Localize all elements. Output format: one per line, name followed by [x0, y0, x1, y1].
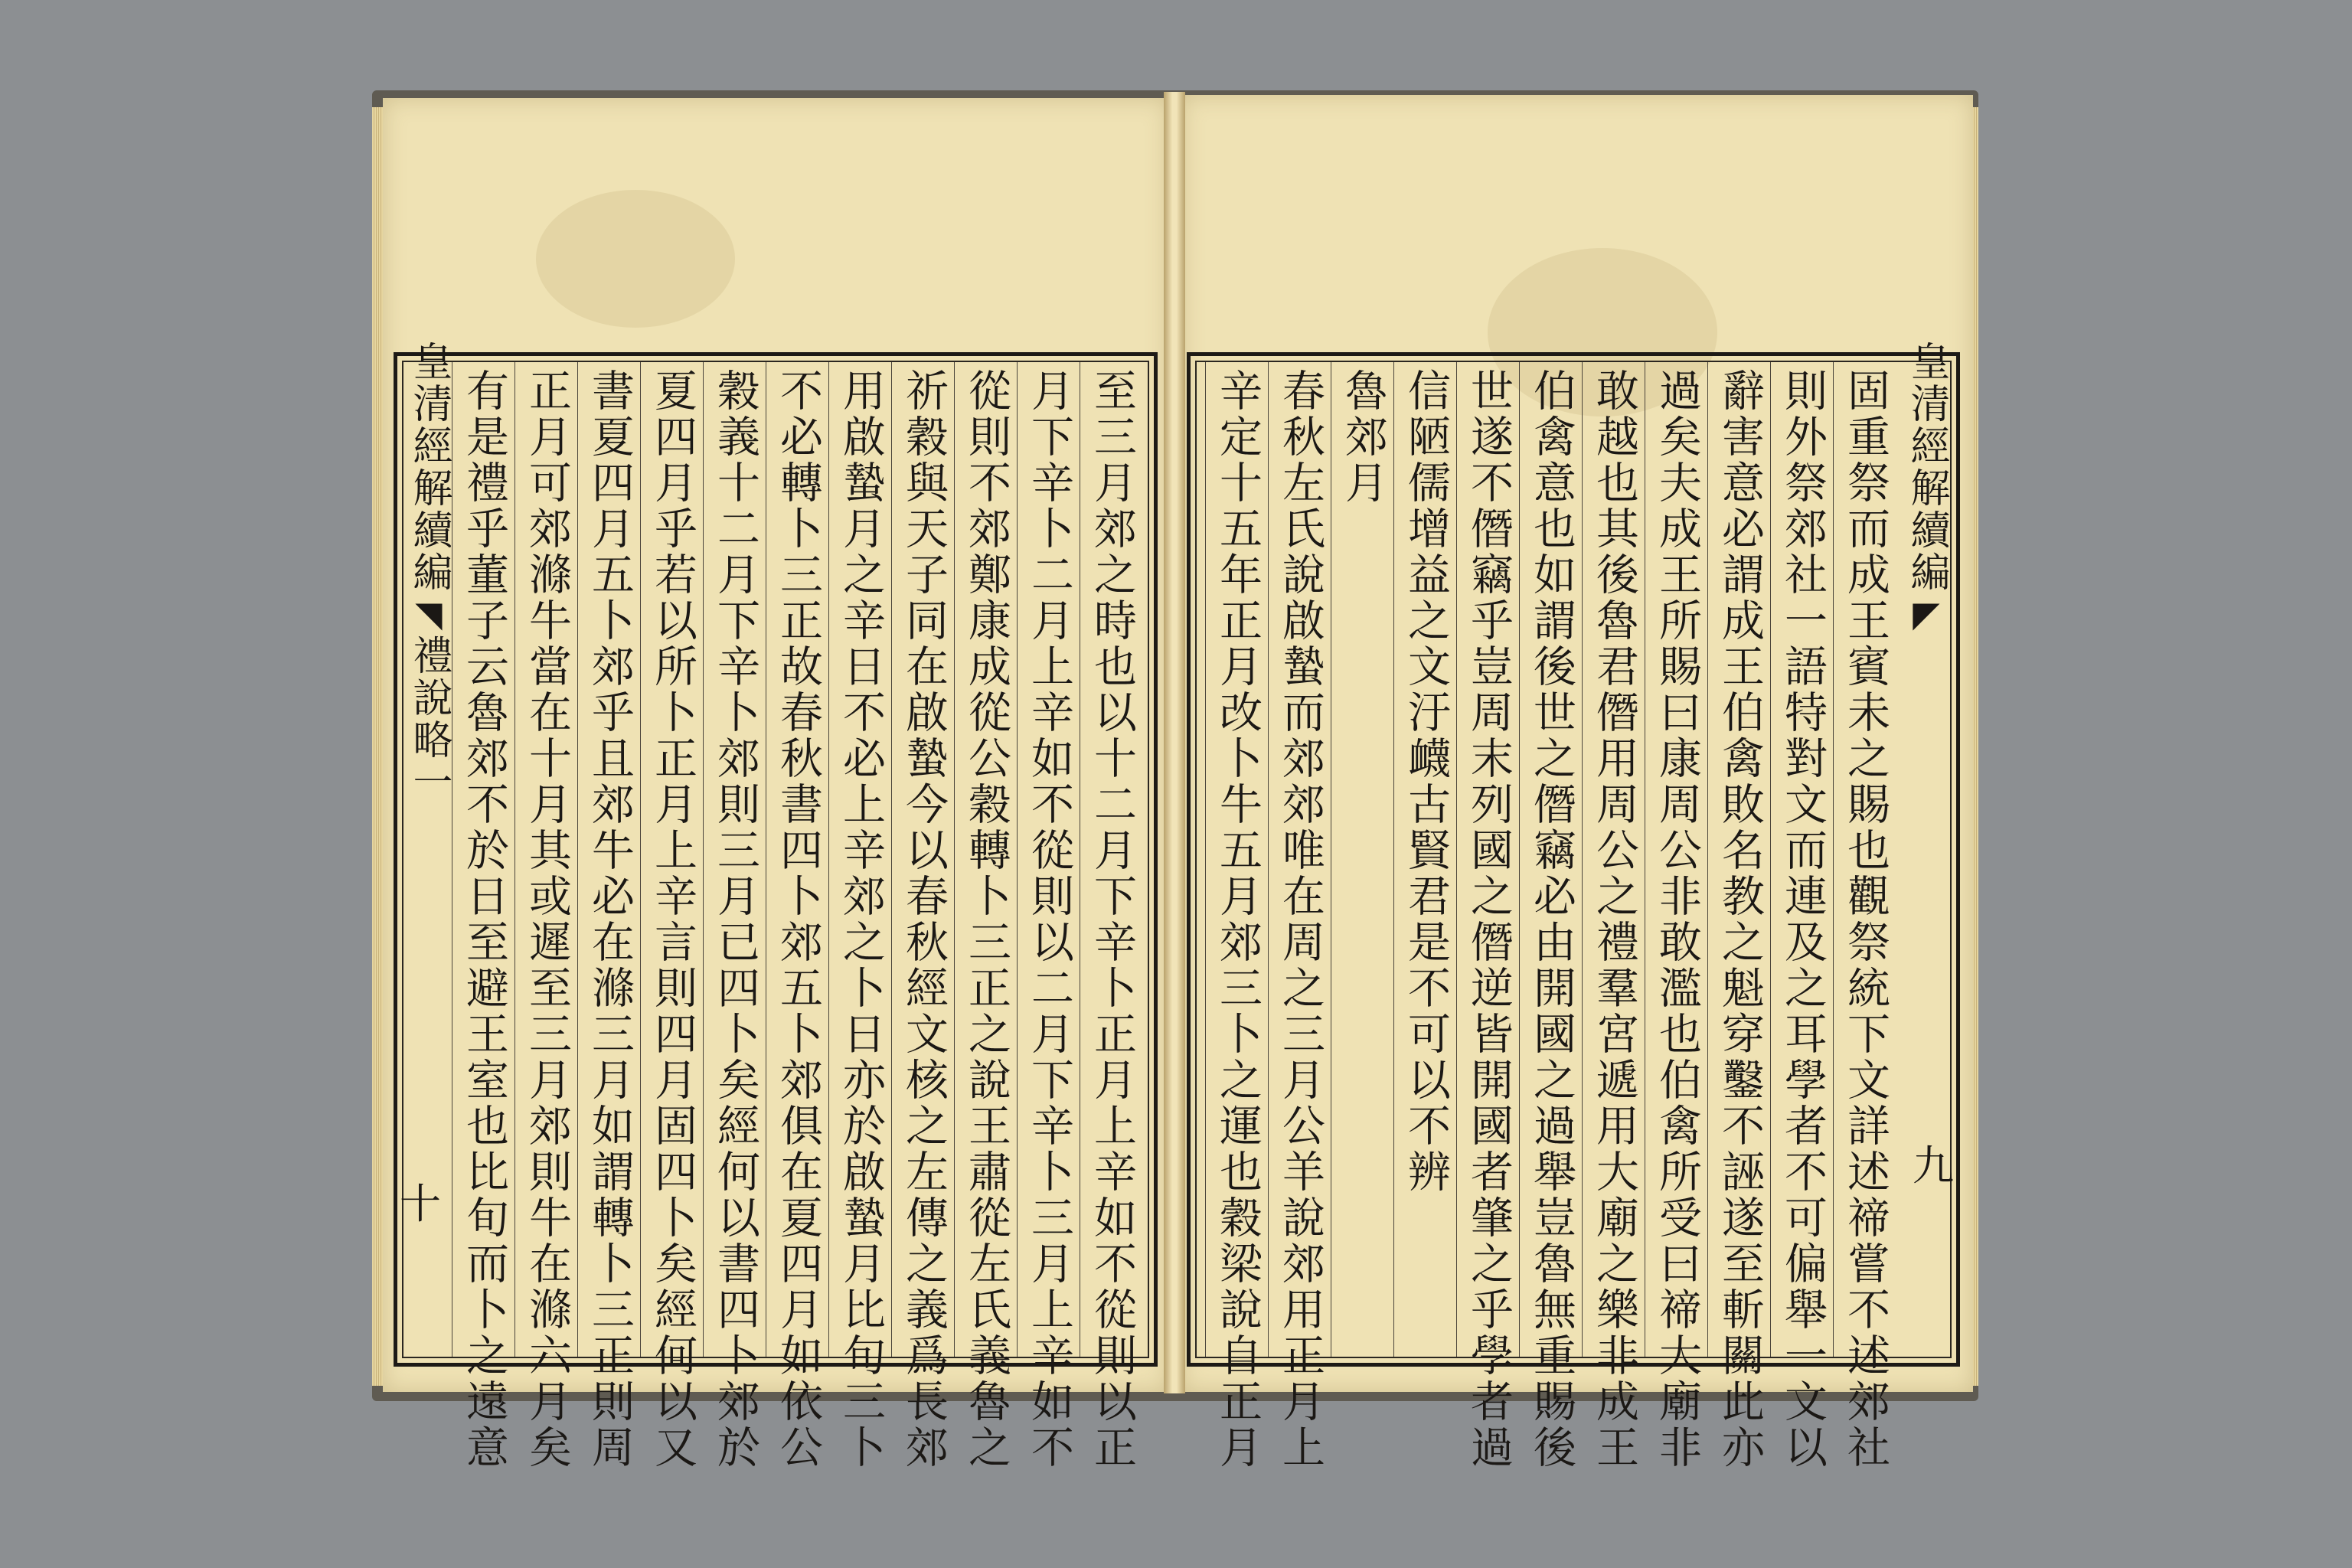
text-column	[1268, 362, 1331, 1471]
column-text: 夏四月乎若以所卜正月上辛言則四月固四卜矣經何以又	[648, 368, 697, 1471]
fish-tail-mark: ◥	[415, 593, 443, 635]
column-text: 正月可郊滌牛當在十月其或遲至三月郊則牛在滌六月矣	[522, 368, 572, 1471]
column-text: 從則不郊鄭康成從公穀轉卜三正之說王肅從左氏義魯之	[962, 368, 1011, 1471]
text-column	[1707, 362, 1771, 1471]
section-title: 禮說略一	[406, 635, 452, 803]
column-text: 有是禮乎董子云魯郊不於日至避王室也比旬而卜之遠意	[459, 368, 509, 1471]
text-column	[703, 362, 766, 1471]
text-column	[1519, 362, 1583, 1471]
text-column	[1080, 362, 1143, 1471]
column-text: 辭害意必謂成王伯禽敗名教之魁穿鑿不誣遂至斬關此亦	[1715, 368, 1765, 1471]
column-text: 敢越也其後魯君僭用周公之禮羣宮遞用大廟之樂非成王	[1589, 368, 1639, 1471]
column-text: 月下辛卜二月上辛如不從則以二月下辛卜三月上辛如不	[1024, 368, 1074, 1471]
paper-stain	[536, 190, 735, 328]
column-text: 至三月郊之時也以十二月下辛卜正月上辛如不從則以正	[1087, 368, 1137, 1471]
column-text: 不必轉卜三正故春秋書四卜郊五卜郊俱在夏四月如依公	[773, 368, 823, 1471]
text-column	[1331, 362, 1394, 1357]
column-text: 固重祭而成王賓未之賜也觀祭統下文詳述禘嘗不述郊社	[1841, 368, 1890, 1471]
column-text: 則外祭郊社一語特對文而連及之耳學者不可偏舉一文以	[1778, 368, 1828, 1471]
text-column	[452, 362, 515, 1471]
page-number: 十	[400, 1180, 441, 1228]
left-text-frame	[394, 341, 1158, 1471]
column-text: 春秋左氏說啟蟄而郊郊唯在周之三月公羊說郊用正月上	[1276, 368, 1325, 1471]
fish-tail-mark: ◤	[1913, 593, 1940, 635]
column-text: 穀義十二月下辛卜郊則三月已四卜矣經何以書四卜郊於	[710, 368, 760, 1471]
text-column	[1017, 362, 1080, 1471]
column-text: 辛定十五年正月改卜牛五月郊三卜之運也穀梁說自正月	[1213, 368, 1263, 1471]
book-gutter	[1164, 92, 1185, 1393]
text-column	[1645, 362, 1708, 1471]
column-text: 世遂不僭竊乎豈周末列國之僭逆皆開國者肇之乎學者過	[1464, 368, 1514, 1471]
column-text: 魯郊月	[1338, 368, 1388, 506]
text-column	[1770, 362, 1834, 1471]
text-column	[891, 362, 955, 1471]
text-column	[766, 362, 829, 1471]
text-column	[514, 362, 578, 1471]
column-text: 伯禽意也如謂後世之僭竊必由開國之過舉豈魯無重賜後	[1527, 368, 1576, 1471]
column-text: 過矣夫成王所賜曰康周公非敢濫也伯禽所受曰禘大廟非	[1652, 368, 1702, 1471]
text-column	[954, 362, 1018, 1471]
left-margin-column	[402, 341, 456, 1259]
column-text: 祈穀與天子同在啟蟄今以春秋經文核之左傳之義爲長郊	[899, 368, 949, 1471]
book-title: 皇清經解續編	[1903, 341, 1949, 593]
right-margin-column	[1900, 341, 1953, 800]
page-number: 九	[1913, 1142, 1954, 1190]
text-column	[828, 362, 892, 1471]
text-column	[1393, 362, 1457, 1357]
text-column	[1205, 362, 1269, 1471]
text-column	[640, 362, 704, 1471]
column-text: 用啟蟄月之辛日不必上辛郊之卜日亦於啟蟄月比旬三卜	[836, 368, 886, 1471]
book-title: 皇清經解續編	[406, 341, 452, 593]
text-column	[577, 362, 641, 1471]
text-column	[1456, 362, 1520, 1471]
column-text: 書夏四月五卜郊乎且郊牛必在滌三月如謂轉卜三正則周	[585, 368, 635, 1471]
right-text-frame	[1187, 341, 1960, 1471]
text-column	[1582, 362, 1645, 1471]
column-text: 信陋儒增益之文汙衊古賢君是不可以不辨	[1401, 368, 1451, 1195]
text-column	[1833, 362, 1896, 1471]
